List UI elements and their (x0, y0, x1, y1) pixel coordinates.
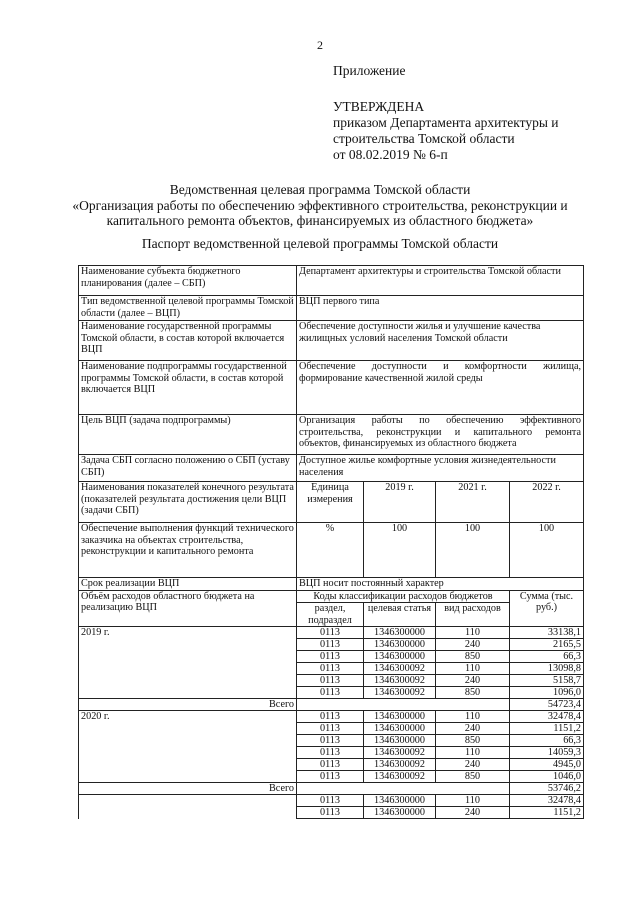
budget-sum: 5158,7 (510, 675, 584, 687)
budget-section: 0113 (297, 651, 364, 663)
budget-section: 0113 (297, 639, 364, 651)
approval-line-3: от 08.02.2019 № 6-п (333, 147, 448, 162)
budget-kind: 110 (436, 747, 510, 759)
budget-article: 1346300000 (364, 627, 436, 639)
budget-kind: 240 (436, 723, 510, 735)
budget-section: 0113 (297, 771, 364, 783)
budget-sum: 1151,2 (510, 807, 584, 819)
gosprog-label: Наименование государственной программы Томской области, в состав которой включается ВЦП (79, 321, 297, 361)
title-line-2: «Организация работы по обеспечению эффективного строительства, реконструкции и (72, 197, 568, 213)
budget-sum: 32478,4 (510, 795, 584, 807)
budget-article: 1346300092 (364, 759, 436, 771)
budget-sum: 32478,4 (510, 711, 584, 723)
budget-kind: 240 (436, 759, 510, 771)
budget-section: 0113 (297, 735, 364, 747)
budget-section: 0113 (297, 747, 364, 759)
budget-article: 1346300092 (364, 687, 436, 699)
approval-heading: УТВЕРЖДЕНА (333, 99, 425, 114)
budget-total-label: Всего (79, 699, 297, 711)
budget-total-row (79, 783, 584, 795)
budget-total-empty (297, 699, 510, 711)
budget-kind: 850 (436, 651, 510, 663)
budget-article: 1346300092 (364, 675, 436, 687)
col-kind: вид расходов (436, 603, 510, 627)
subject-label: Наименование субъекта бюджетного планирования (далее – СБП) (79, 266, 297, 296)
program-title (0, 182, 640, 229)
budget-year-label: 2020 г. (79, 711, 297, 783)
indicator-value-1: 100 (364, 523, 436, 578)
budget-sum: 33138,1 (510, 627, 584, 639)
type-value: ВЦП первого типа (297, 296, 584, 321)
term-label: Срок реализации ВЦП (79, 578, 297, 591)
budget-row (79, 627, 584, 639)
budget-kind: 110 (436, 711, 510, 723)
budget-sum: 66,3 (510, 651, 584, 663)
budget-sum: 4945,0 (510, 759, 584, 771)
approval-line-1: приказом Департамента архитектуры и (333, 115, 559, 130)
budget-section: 0113 (297, 627, 364, 639)
budget-article: 1346300092 (364, 663, 436, 675)
type-label: Тип ведомственной целевой программы Томской области (далее – ВЦП) (79, 296, 297, 321)
passport-table (78, 265, 584, 819)
indicator-name: Обеспечение выполнения функций технического заказчика на объектах строительства, реконструкции и капитального ремонта (79, 523, 297, 578)
budget-article: 1346300092 (364, 747, 436, 759)
budget-article: 1346300000 (364, 639, 436, 651)
budget-kind: 240 (436, 807, 510, 819)
budget-section: 0113 (297, 687, 364, 699)
budget-kind: 110 (436, 795, 510, 807)
budget-row (79, 711, 584, 723)
budget-kind: 850 (436, 687, 510, 699)
budget-section: 0113 (297, 711, 364, 723)
budget-total-empty (297, 783, 510, 795)
budget-year-label: 2019 г. (79, 627, 297, 699)
budget-total-sum: 53746,2 (510, 783, 584, 795)
col-section: раздел, подраздел (297, 603, 364, 627)
budget-article: 1346300000 (364, 807, 436, 819)
budget-sum: 1046,0 (510, 771, 584, 783)
budget-row (79, 795, 584, 807)
budget-section: 0113 (297, 759, 364, 771)
title-line-3: капитального ремонта объектов, финансируемых из областного бюджета» (106, 213, 534, 228)
subprog-value: Обеспечение доступности и комфортности жилища, формирование качественной жилой среды (297, 361, 584, 415)
task-value: Доступное жилье комфортные условия жизнедеятельности населения (297, 455, 584, 482)
appendix-label: Приложение (333, 63, 406, 78)
budget-total-row (79, 699, 584, 711)
budget-sum: 2165,5 (510, 639, 584, 651)
page-number: 2 (317, 38, 323, 52)
budget-sum: 1096,0 (510, 687, 584, 699)
budget-section: 0113 (297, 723, 364, 735)
budget-kind: 240 (436, 639, 510, 651)
unit-header: Единица измерения (297, 482, 364, 523)
indicators-label: Наименования показателей конечного результата (показателей результата достижения цели ВЦП (задачи СБП) (79, 482, 297, 523)
indicator-value-2: 100 (436, 523, 510, 578)
budget-kind: 850 (436, 771, 510, 783)
sum-header: Сумма (тыс. руб.) (510, 590, 584, 627)
budget-section: 0113 (297, 675, 364, 687)
indicator-unit: % (297, 523, 364, 578)
budget-kind: 110 (436, 627, 510, 639)
budget-total-label: Всего (79, 783, 297, 795)
approval-line-2: строительства Томской области (333, 131, 515, 146)
year-header-2: 2021 г. (436, 482, 510, 523)
budget-section: 0113 (297, 663, 364, 675)
subject-value: Департамент архитектуры и строительства Томской области (297, 266, 584, 296)
budget-kind: 240 (436, 675, 510, 687)
budget-article: 1346300092 (364, 771, 436, 783)
budget-article: 1346300000 (364, 651, 436, 663)
subprog-label: Наименование подпрограммы государственной программы Томской области, в состав которой включается ВЦП (79, 361, 297, 415)
budget-section: 0113 (297, 807, 364, 819)
budget-article: 1346300000 (364, 735, 436, 747)
year-header-1: 2019 г. (364, 482, 436, 523)
budget-kind: 110 (436, 663, 510, 675)
budget-sum: 14059,3 (510, 747, 584, 759)
goal-value: Организация работы по обеспечению эффективного строительства, реконструкции и капитального ремонта объектов, финансируемых из областного бюджета (297, 415, 584, 455)
title-line-1: Ведомственная целевая программа Томской области (169, 182, 471, 197)
passport-title: Паспорт ведомственной целевой программы Томской области (141, 236, 499, 251)
budget-sum: 66,3 (510, 735, 584, 747)
codes-header: Коды классификации расходов бюджетов (297, 590, 510, 603)
budget-section: 0113 (297, 795, 364, 807)
task-label: Задача СБП согласно положению о СБП (уставу СБП) (79, 455, 297, 482)
budget-article: 1346300000 (364, 795, 436, 807)
budget-year-label (79, 795, 297, 819)
col-article: целевая статья (364, 603, 436, 627)
budget-article: 1346300000 (364, 723, 436, 735)
budget-sum: 1151,2 (510, 723, 584, 735)
budget-sum: 13098,8 (510, 663, 584, 675)
approval-block (333, 99, 559, 163)
budget-article: 1346300000 (364, 711, 436, 723)
goal-label: Цель ВЦП (задача подпрограммы) (79, 415, 297, 455)
gosprog-value: Обеспечение доступности жилья и улучшение качества жилищных условий населения Томской области (297, 321, 584, 361)
expenses-label: Объём расходов областного бюджета на реализацию ВЦП (79, 590, 297, 627)
budget-kind: 850 (436, 735, 510, 747)
indicator-value-3: 100 (510, 523, 584, 578)
year-header-3: 2022 г. (510, 482, 584, 523)
term-value: ВЦП носит постоянный характер (297, 578, 584, 591)
budget-total-sum: 54723,4 (510, 699, 584, 711)
